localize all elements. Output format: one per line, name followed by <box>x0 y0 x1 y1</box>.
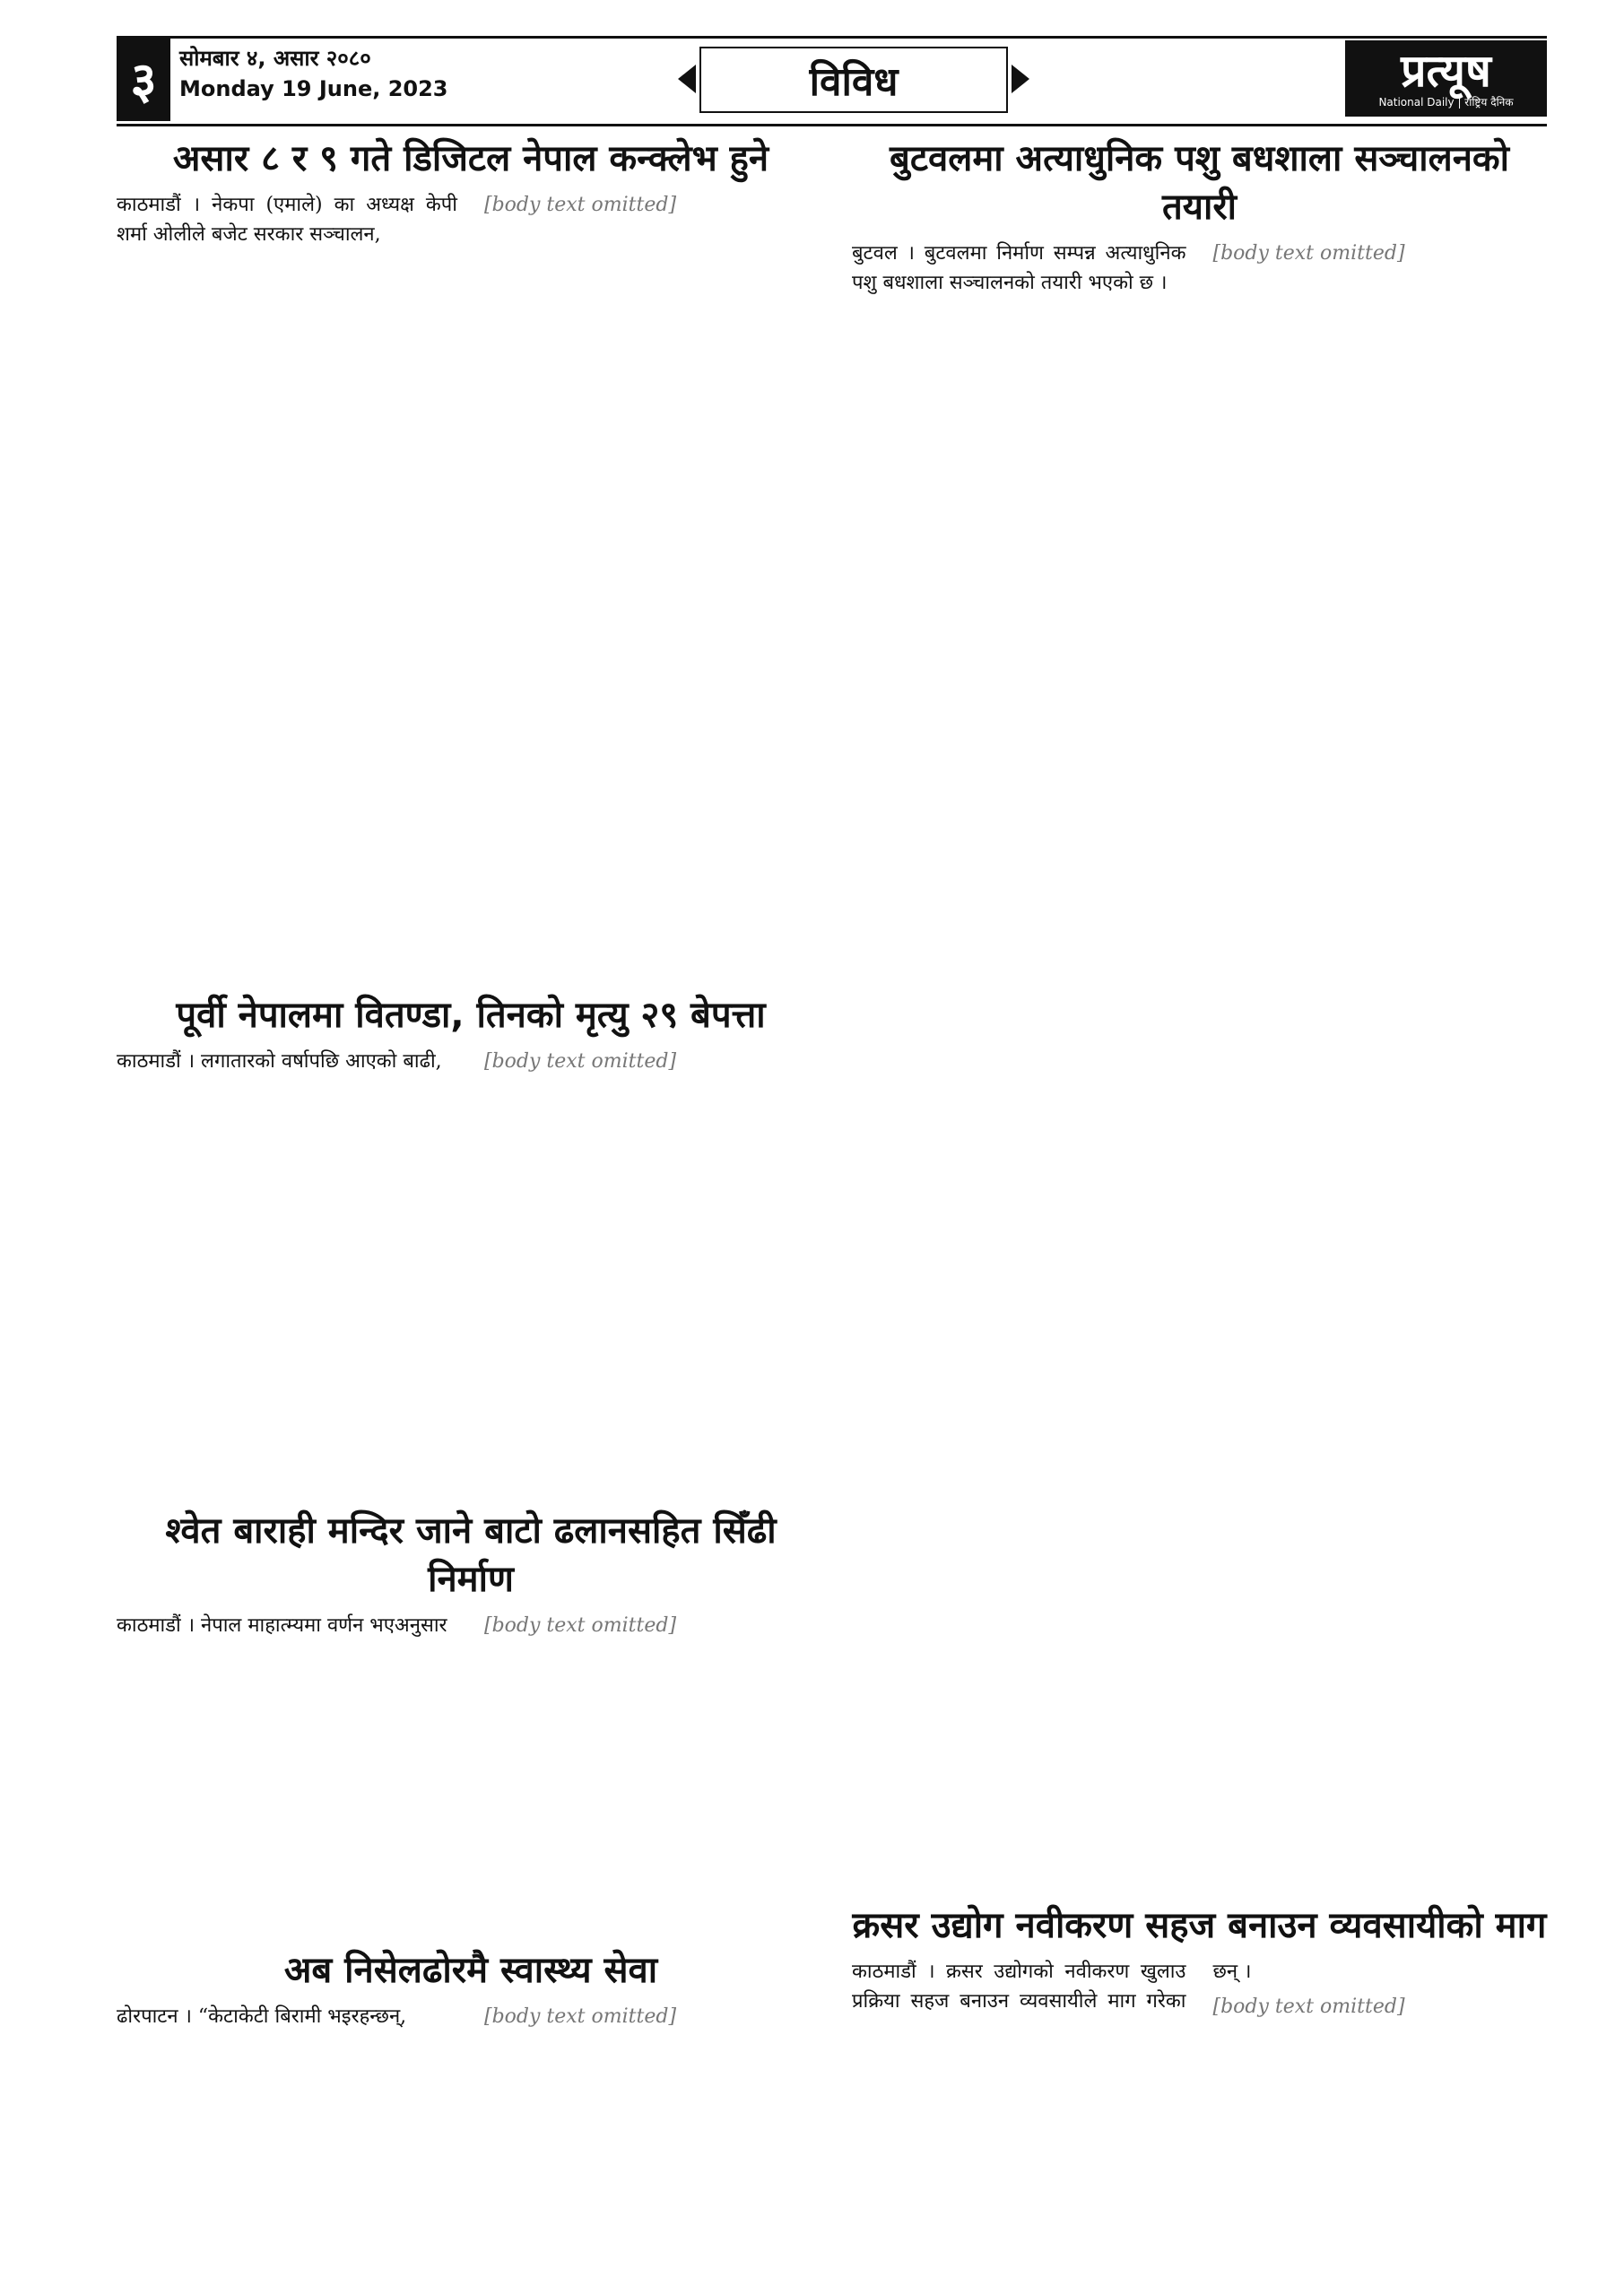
article-body <box>117 1047 825 1082</box>
article-body <box>117 190 825 249</box>
article-body <box>852 239 1547 298</box>
article-crusher <box>852 1901 1547 2022</box>
section-title: विविध <box>699 47 1008 113</box>
arrow-right-icon <box>1012 65 1029 93</box>
article-placeholder: [body text omitted] <box>1212 1996 1405 2018</box>
article-temple-road <box>117 1507 825 1646</box>
masthead-tagline: National Daily | राष्ट्रिय दैनिक <box>1378 96 1514 109</box>
article-placeholder: [body text omitted] <box>484 1050 677 1073</box>
article-excerpt: ढोरपाटन । “केटाकेटी बिरामी भइरहन्छन्, <box>117 2005 407 2028</box>
article-headline: श्वेत बाराही मन्दिर जाने बाटो ढलानसहित सिँढी निर्माण <box>165 1510 777 1600</box>
article-headline: क्रसर उद्योग नवीकरण सहज बनाउन व्यवसायीको माग <box>852 1905 1547 1946</box>
article-placeholder: [body text omitted] <box>484 2005 677 2028</box>
article-excerpt: काठमाडौं । नेकपा (एमाले) का अध्यक्ष केपी शर्मा ओलीले बजेट सरकार सञ्चालन, <box>117 194 457 246</box>
article-excerpt: बुटवल । बुटवलमा निर्माण सम्पन्न अत्याधुनिक पशु बधशाला सञ्चालनको तयारी भएको छ । <box>852 242 1186 294</box>
article-excerpt: काठमाडौं । क्रसर उद्योगको नवीकरण खुलाउ प्रक्रिया सहज बनाउन व्यवसायीले माग गरेका छन् । <box>852 1961 1252 2013</box>
masthead-logo <box>1345 40 1547 117</box>
article-excerpt: काठमाडौं । नेपाल माहात्म्यमा वर्णन भएअनुसार <box>117 1614 447 1637</box>
arrow-left-icon <box>678 65 696 93</box>
article-headline: असार ८ र ९ गते डिजिटल नेपाल कन्क्लेभ हुने <box>172 138 769 179</box>
article-body <box>117 2002 825 2037</box>
article-health-service <box>117 1946 825 2037</box>
article-excerpt: काठमाडौं । लगातारको वर्षापछि आएको बाढी, <box>117 1050 442 1073</box>
article-body <box>852 1957 1547 2022</box>
article-body <box>117 1611 825 1646</box>
page-number: ३ <box>117 36 170 121</box>
article-placeholder: [body text omitted] <box>484 1614 677 1637</box>
article-headline: बुटवलमा अत्याधुनिक पशु बधशाला सञ्चालनको तयारी <box>889 138 1510 228</box>
masthead-name: प्रत्यूष <box>1401 45 1491 97</box>
article-flood <box>117 991 825 1082</box>
article-digital-nepal <box>117 135 825 249</box>
article-headline: पूर्वी नेपालमा वितण्डा, तिनको मृत्यु २९ बेपत्ता <box>176 995 766 1036</box>
date-english: Monday 19 June, 2023 <box>179 76 448 101</box>
article-headline: अब निसेलढोरमै स्वास्थ्य सेवा <box>283 1950 658 1991</box>
date-nepali: सोमबार ४, असार २०८० <box>179 46 371 71</box>
article-butwal <box>852 135 1547 298</box>
article-placeholder: [body text omitted] <box>1212 242 1405 265</box>
issue-date <box>179 43 448 104</box>
article-placeholder: [body text omitted] <box>484 194 677 216</box>
